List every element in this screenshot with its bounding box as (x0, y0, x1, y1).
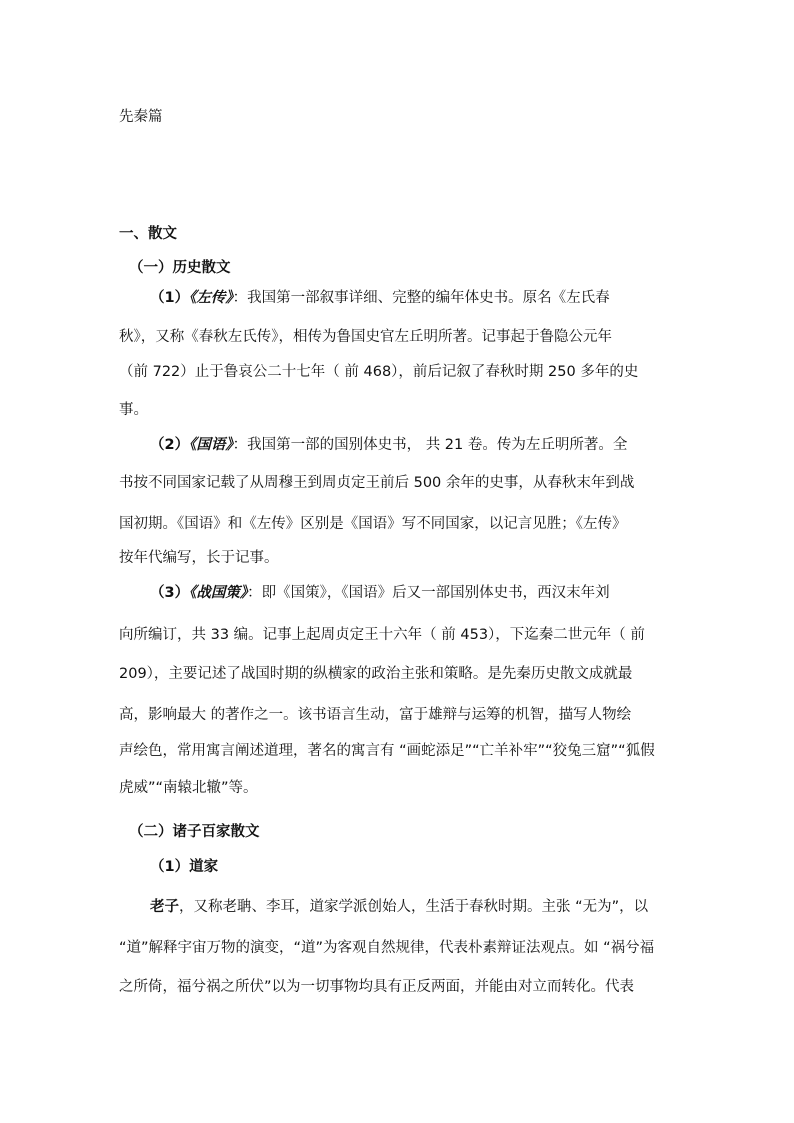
item-zuozhuan-first-line (150, 288, 610, 308)
paragraph-line: 向所编订，共 33 编。记事上起周贞定王十六年（ 前 453），下迄秦二世元年（ 前 (119, 627, 645, 643)
name-laozi: 老子 (150, 899, 179, 915)
book-title-guoyu: 《国语》 (189, 437, 233, 453)
paragraph-line: 之所倚，福兮祸之所伏”以为一切事物均具有正反两面，并能由对立而转化。代表 (119, 979, 635, 995)
paragraph-line: ：我国第一部的国别体史书， 共 21 卷。传为左丘明所著。全 (232, 437, 628, 453)
paragraph-line: 事。 (119, 402, 148, 418)
item-label: （3） (150, 585, 190, 601)
subsection-heading-hundred-schools: （二）诸子百家散文 (129, 824, 260, 840)
paragraph-line: “道”解释宇宙万物的演变，“道”为客观自然规律，代表朴素辩证法观点。如 “祸兮福 (119, 940, 655, 956)
paragraph-line: 按年代编写，长于记事。 (119, 550, 279, 566)
paragraph-line: ，又称老聃、李耳，道家学派创始人，生活于春秋时期。主张 “无为”，以 (179, 899, 649, 915)
paragraph-line: 书按不同国家记载了从周穆王到周贞定王前后 500 余年的史事，从春秋末年到战 (119, 475, 635, 491)
paragraph-line: 秋》，又称《春秋左氏传》，相传为鲁国史官左丘明所著。记事起于鲁隐公元年 (119, 329, 612, 345)
laozi-first-line (150, 897, 648, 917)
subsection-heading-historical-prose: （一）历史散文 (129, 260, 231, 276)
item-guoyu-first-line (150, 435, 627, 455)
item-heading-daoism: （1）道家 (150, 859, 219, 875)
section-heading-prose: 一、散文 (119, 226, 177, 242)
item-zhanguoce-first-line (150, 583, 610, 603)
page-title: 先秦篇 (119, 109, 163, 125)
paragraph-line: ：即《国策》，《国语》后又一部国别体史书，西汉末年刘 (247, 585, 610, 601)
paragraph-line: 国初期。《国语》和《左传》区别是《国语》写不同国家，以记言见胜；《左传》 (119, 516, 627, 532)
book-title-zhanguoce: 《战国策》 (189, 585, 248, 601)
paragraph-line: 虎威”“南辕北辙”等。 (119, 780, 258, 796)
book-title-zuozhuan: 《左传》 (189, 290, 233, 306)
paragraph-line: 声绘色，常用寓言阐述道理，著名的寓言有 “画蛇添足”“亡羊补牢”“狡兔三窟”“狐假 (119, 743, 655, 759)
item-label: （2） (150, 437, 190, 453)
paragraph-line: （前 722）止于鲁哀公二十七年（ 前 468），前后记叙了春秋时期 250 多年的史 (119, 364, 639, 380)
paragraph-line: ：我国第一部叙事详细、完整的编年体史书。原名《左氏春 (232, 290, 610, 306)
item-label: （1） (150, 290, 190, 306)
paragraph-line: 高，影响最大 的著作之一。该书语言生动，富于雄辩与运筹的机智，描写人物绘 (119, 707, 632, 723)
paragraph-line: 209），主要记述了战国时期的纵横家的政治主张和策略。是先秦历史散文成就最 (119, 666, 633, 682)
